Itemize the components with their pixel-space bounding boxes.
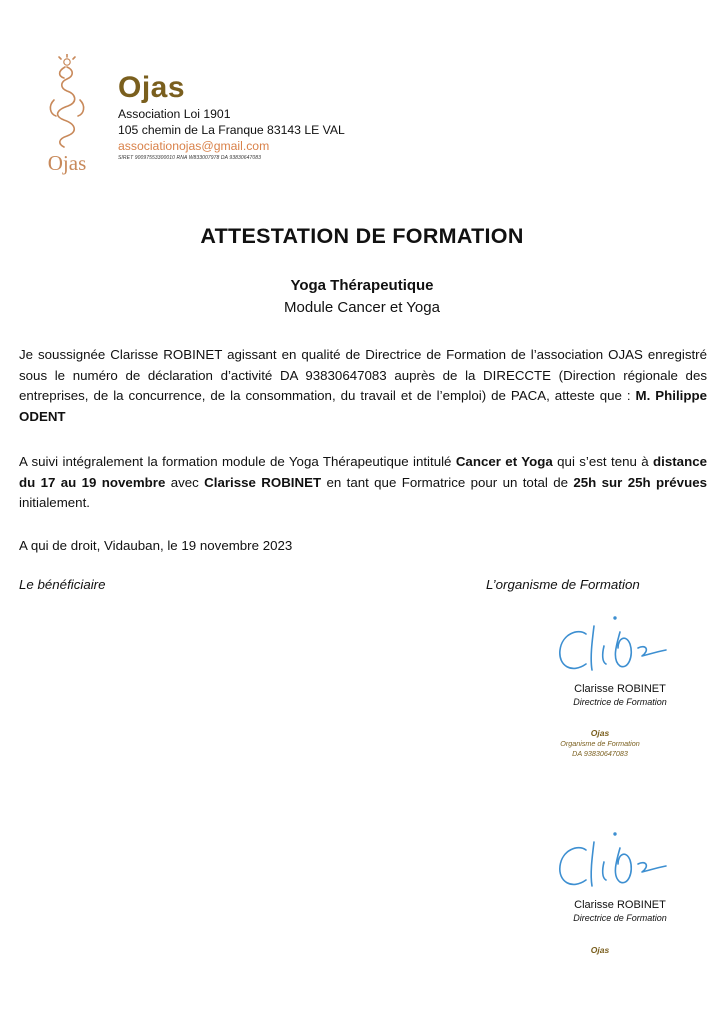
signature-block-1 (520, 612, 720, 709)
signature-block-2 (520, 828, 720, 925)
beneficiary-name: M. Philippe ODENT (19, 388, 707, 424)
stamp-org-name: Ojas (590, 728, 610, 738)
association-type: Association Loi 1901 (118, 107, 231, 121)
place-date-line: A qui de droit, Vidauban, le 19 novembre 2023 (19, 538, 293, 553)
signer-role-2: Directrice de Formation (573, 913, 667, 923)
logo-wordmark: Ojas (47, 151, 87, 175)
organization-header (118, 70, 458, 162)
course-name: Cancer et Yoga (455, 454, 553, 469)
organism-label: L’organisme de Formation (486, 577, 640, 592)
module-title: Module Cancer et Yoga (284, 299, 440, 316)
completion-paragraph (19, 452, 707, 514)
completion-text-c: avec (165, 474, 205, 490)
program-title: Yoga Thérapeutique (290, 277, 434, 294)
organization-stamp (520, 728, 680, 759)
handwritten-signature-icon (538, 828, 688, 898)
organization-stamp-2 (520, 945, 680, 956)
org-registration: SIRET 90097553300010 RNA W833007978 DA 93830647083 (118, 155, 262, 161)
stamp-line-1: Organisme de Formation (560, 739, 640, 748)
completion-text-a: A suivi intégralement la formation module de Yoga Thérapeutique intitulé (19, 454, 456, 469)
org-address: 105 chemin de La Franque 83143 LE VAL (118, 123, 345, 137)
signer-name: Clarisse ROBINET (574, 683, 666, 695)
ojas-snake-logo-icon (34, 54, 100, 178)
completion-text-d: en tant que Formatrice pour un total de (321, 474, 574, 490)
stamp-org-name-2: Ojas (590, 945, 610, 955)
signer-name-2: Clarisse ROBINET (574, 899, 666, 911)
document-title: ATTESTATION DE FORMATION (200, 224, 524, 248)
stamp-line-2: DA 93830647083 (572, 749, 628, 758)
course-hours: 25h sur 25h prévues (573, 474, 707, 490)
org-email[interactable]: associationojas@gmail.com (118, 139, 270, 153)
declaration-paragraph (19, 345, 707, 427)
ojas-logo (34, 54, 100, 178)
completion-text-b: qui s’est tenu à (552, 454, 654, 469)
trainer-name: Clarisse ROBINET (204, 474, 322, 490)
beneficiary-label: Le bénéficiaire (19, 577, 106, 592)
signer-role: Directrice de Formation (573, 697, 667, 707)
completion-text-e: initialement. (19, 495, 90, 510)
declaration-text: Je soussignée Clarisse ROBINET agissant en qualité de Directrice de Formation de l’association OJAS enregistré sous le numéro de déclaration d’activité DA 93830647083 auprès de la DIRECCTE (Direction régionale des entreprises, de la concurrence, de la consommation, du travail et de l’emploi) de PACA, atteste que : (19, 347, 707, 403)
org-name: Ojas (118, 71, 186, 104)
handwritten-signature-icon (538, 612, 688, 682)
course-dates: distance du 17 au 19 novembre (19, 454, 707, 490)
